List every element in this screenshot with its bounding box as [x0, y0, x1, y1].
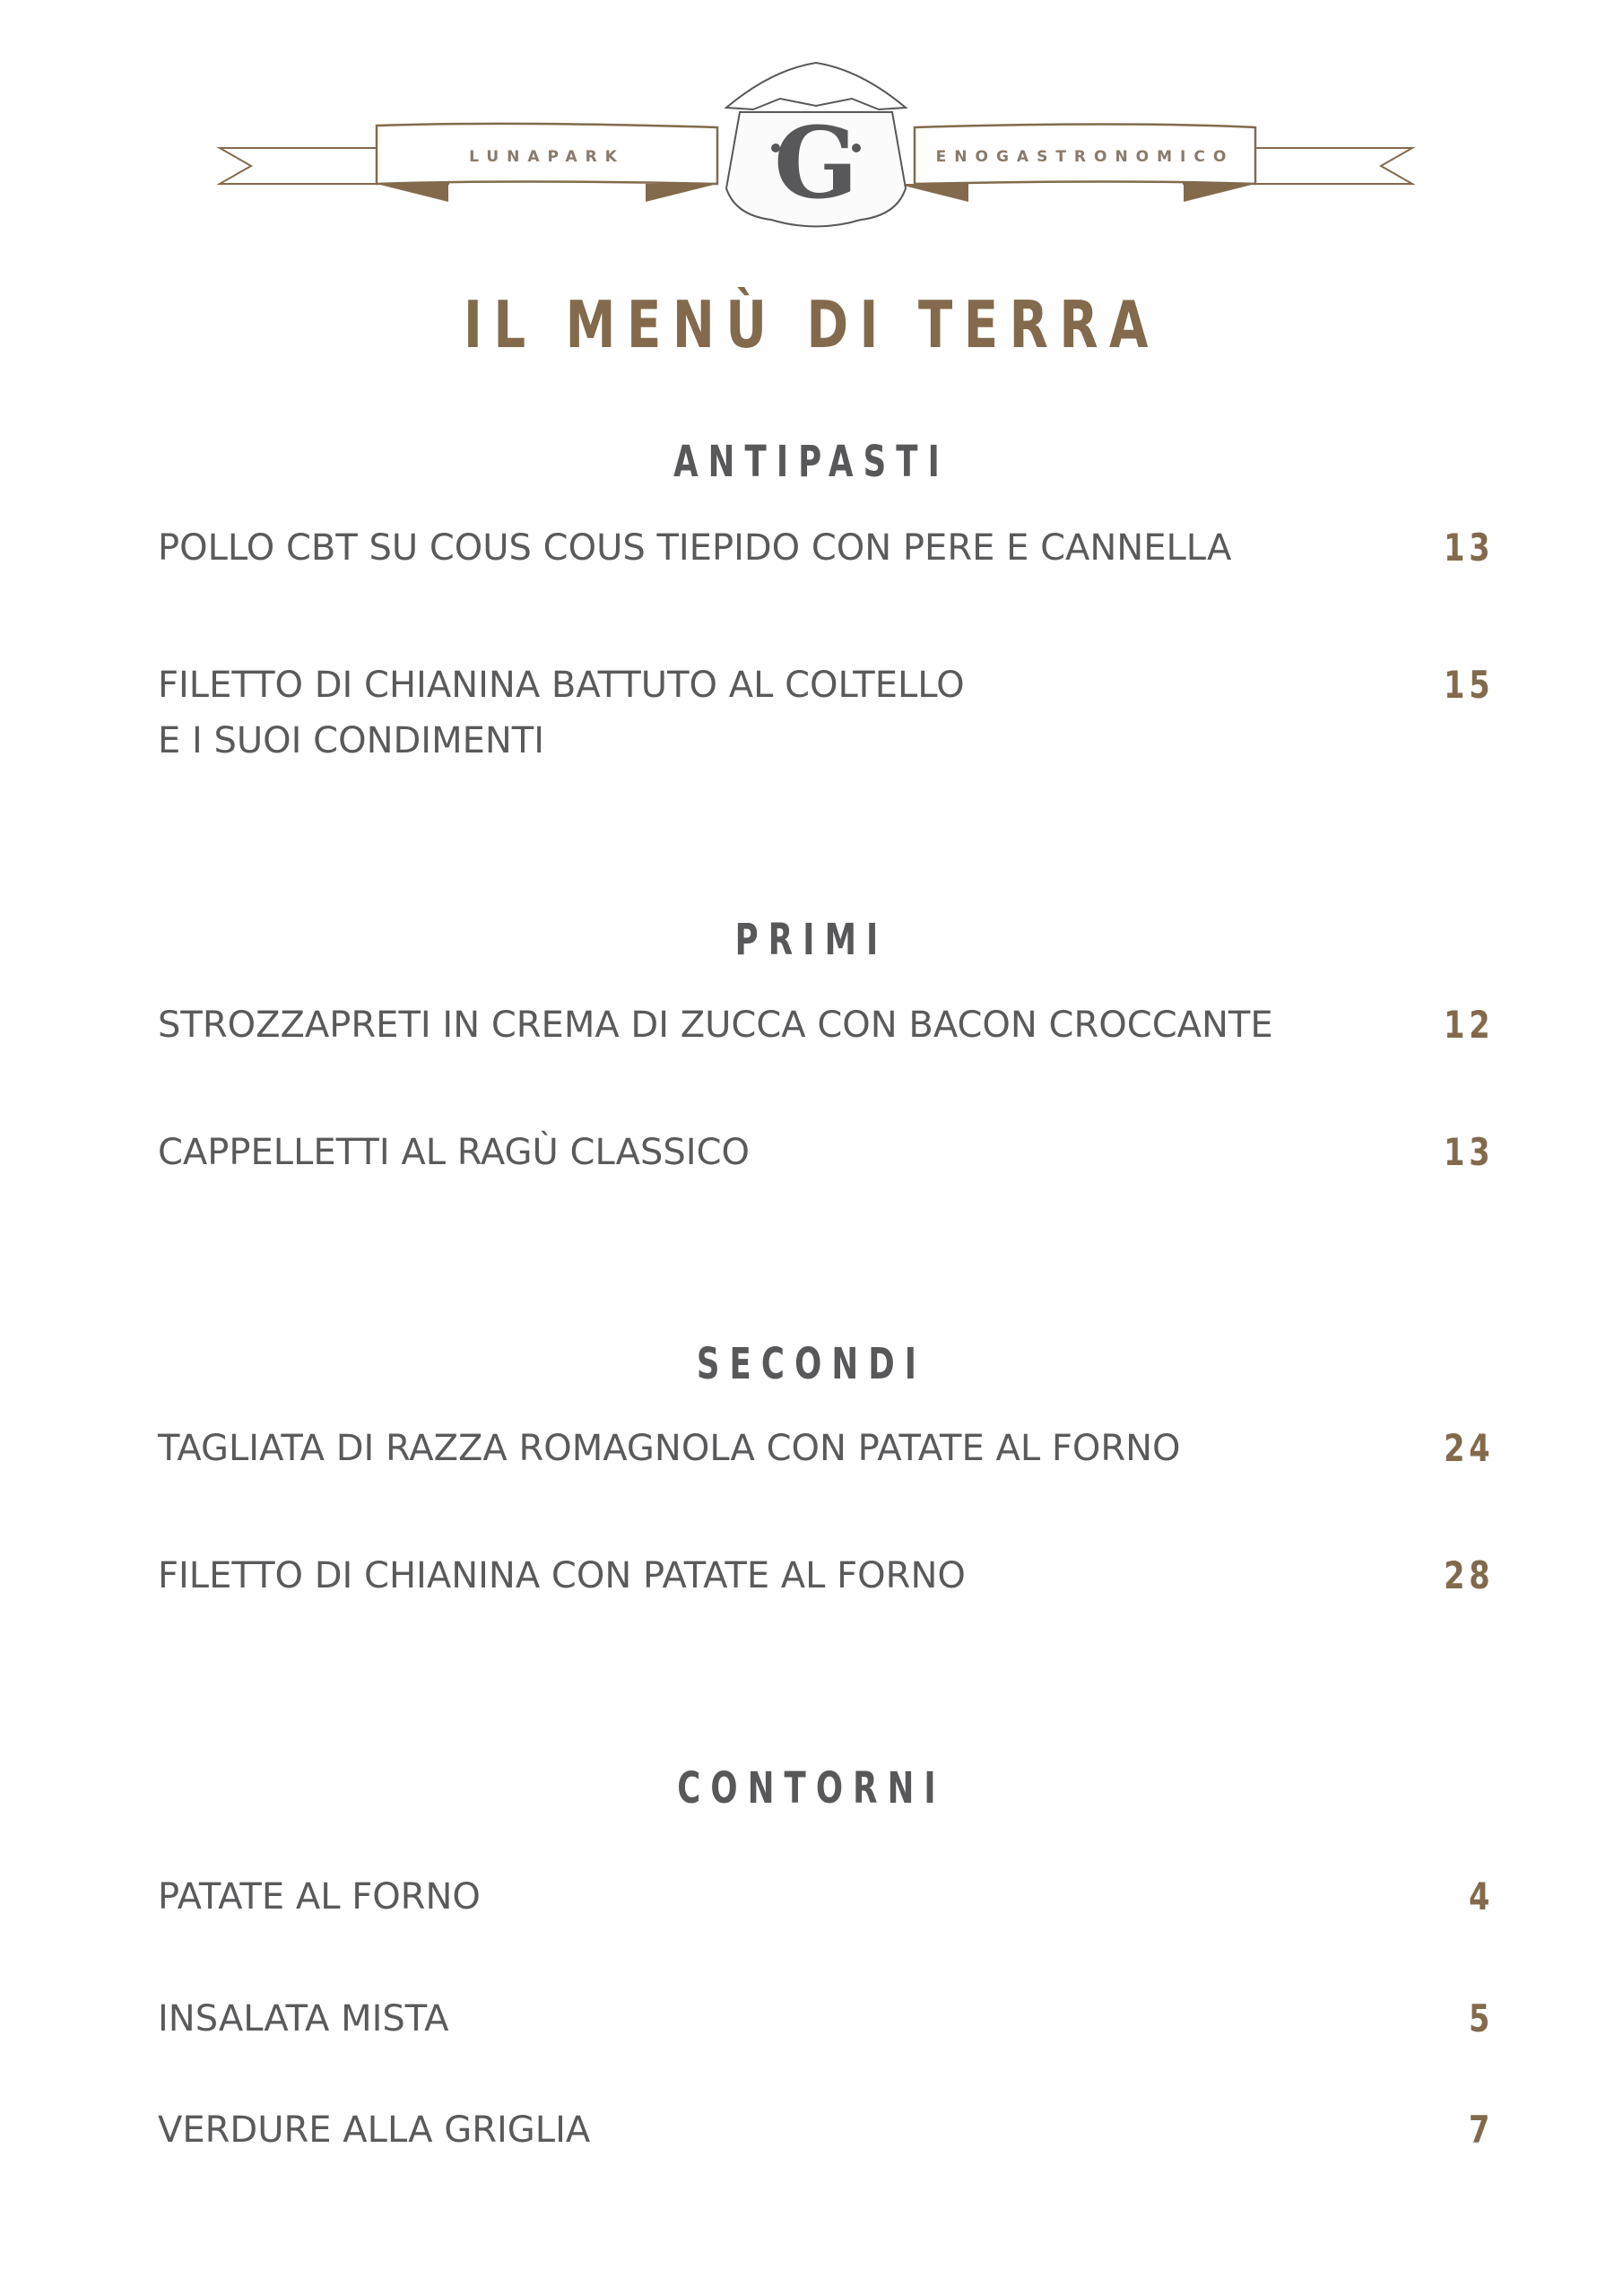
page-title: IL MENÙ DI TERRA	[463, 287, 1160, 362]
item-name	[158, 1125, 750, 1180]
item-name-line: CAPPELLETTI AL RAGÙ CLASSICO	[158, 1132, 750, 1173]
logo-banner-graphic	[215, 54, 1417, 233]
logo-monogram: G	[774, 105, 858, 221]
item-name-line: TAGLIATA DI RAZZA ROMAGNOLA CON PATATE AL FORNO	[158, 1428, 1181, 1469]
section-title-antipasti: ANTIPASTI	[673, 437, 950, 487]
item-price: 15	[1443, 663, 1494, 707]
menu-item	[158, 1421, 1494, 1476]
menu-item	[158, 1991, 1494, 2047]
menu-item	[158, 1125, 1494, 1180]
item-name	[158, 520, 1231, 576]
menu-item	[158, 1548, 1494, 1604]
item-name-line: FILETTO DI CHIANINA BATTUTO AL COLTELLO	[158, 665, 965, 706]
section-title-contorni: CONTORNI	[677, 1763, 946, 1813]
item-name-line: VERDURE ALLA GRIGLIA	[158, 2109, 591, 2151]
item-price: 12	[1443, 1003, 1494, 1047]
item-name	[158, 657, 965, 769]
menu-item	[158, 1869, 1494, 1925]
item-price: 13	[1443, 1130, 1494, 1174]
item-price: 7	[1468, 2108, 1494, 2152]
item-name	[158, 1548, 966, 1604]
item-price: 13	[1443, 526, 1494, 570]
menu-item	[158, 520, 1494, 576]
item-name-line: INSALATA MISTA	[158, 1998, 449, 2039]
item-name-line: FILETTO DI CHIANINA CON PATATE AL FORNO	[158, 1555, 966, 1596]
item-price: 4	[1468, 1874, 1494, 1918]
section-title-secondi: SECONDI	[696, 1339, 927, 1389]
item-name-line: E I SUOI CONDIMENTI	[158, 720, 545, 761]
item-name	[158, 1421, 1181, 1476]
item-price: 28	[1443, 1553, 1494, 1597]
item-name-line: POLLO CBT SU COUS COUS TIEPIDO CON PERE E CANNELLA	[158, 527, 1232, 569]
logo-right-text: ENOGASTRONOMICO	[935, 148, 1235, 166]
menu-item	[158, 997, 1494, 1053]
item-name-line: PATATE AL FORNO	[158, 1876, 481, 1918]
menu-item	[158, 2102, 1494, 2158]
item-name	[158, 2102, 590, 2158]
lunapark-logo	[215, 54, 1417, 233]
item-price: 5	[1468, 1996, 1494, 2040]
item-name-line: STROZZAPRETI IN CREMA DI ZUCCA CON BACON CROCCANTE	[158, 1004, 1273, 1046]
item-name	[158, 997, 1273, 1053]
item-name	[158, 1869, 481, 1925]
item-price: 24	[1443, 1426, 1494, 1470]
logo-left-text: LUNAPARK	[469, 148, 625, 166]
menu-item	[158, 657, 1494, 769]
section-title-primi: PRIMI	[734, 915, 889, 965]
item-name	[158, 1991, 448, 2047]
